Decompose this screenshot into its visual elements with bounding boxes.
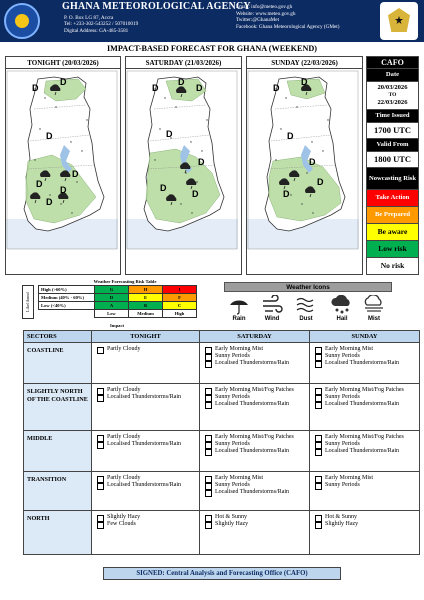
- risk-table: [24, 279, 218, 329]
- column-header: SATURDAY: [200, 331, 310, 343]
- hail-label: Hail: [336, 316, 348, 322]
- station-dot: [71, 212, 72, 213]
- station-dot: [34, 159, 35, 160]
- risk-cell: D: [95, 294, 129, 302]
- forecast-item: Sunny Periods: [205, 394, 307, 401]
- forecast-item: Early Morning Mist/Fog Patches: [315, 387, 417, 394]
- likelihood-label: Likelihood: [22, 285, 34, 319]
- map-panel-saturday: [125, 56, 242, 275]
- station-dot: [154, 159, 155, 160]
- signature-bar: SIGNED: Central Analysis and Forecasting Office (CAFO): [103, 567, 341, 580]
- date-label: Date: [366, 69, 419, 82]
- sector-name: SLIGHTLY NORTH OF THE COASTLINE: [24, 384, 92, 431]
- forecast-cell-sunday: [310, 343, 420, 384]
- address-line: Tel: +233-302-543252 / 507010019: [64, 21, 139, 28]
- forecast-item: Early Morning Mist/Fog Patches: [315, 434, 417, 441]
- station-dot: [86, 119, 87, 120]
- forecast-item: Localised Thunderstorms/Rain: [97, 441, 197, 448]
- valid-from-label: Valid From: [366, 139, 419, 152]
- mist-legend: [361, 295, 387, 322]
- station-dot: [280, 128, 281, 129]
- risk-letter-d: D: [46, 197, 53, 207]
- address-line: P. O. Box LG 87, Accra: [64, 15, 114, 21]
- forecast-item: Partly Cloudy: [97, 387, 197, 394]
- risk-letter-d: D: [166, 129, 173, 139]
- risk-cell: C: [163, 302, 197, 310]
- risk-row: [39, 294, 197, 302]
- risk-cell: E: [129, 294, 163, 302]
- risk-letter-d: D: [152, 83, 159, 93]
- station-dot: [206, 119, 207, 120]
- panel-title: SUNDAY (22/03/2026): [247, 57, 362, 69]
- station-dot: [164, 97, 165, 98]
- wind-label: Wind: [264, 316, 280, 322]
- mist-icon: [362, 295, 386, 315]
- weather-icons-title: Weather Icons: [224, 282, 392, 292]
- date-from: 20/03/2026: [377, 84, 408, 92]
- table-row: [24, 343, 420, 384]
- risk-level-be-prepared: Be Prepared: [366, 207, 419, 224]
- risk-row-label: Medium (40% - 60%): [39, 294, 95, 302]
- risk-column-labels: [39, 310, 197, 318]
- forecast-item: Hot & Sunny: [205, 514, 307, 521]
- forecast-cell-tonight: [92, 511, 200, 555]
- cafo-legend: [366, 56, 419, 275]
- forecast-item: Sunny Periods: [315, 394, 417, 401]
- table-header-row: [24, 331, 420, 343]
- station-dot: [191, 212, 192, 213]
- forecast-cell-sunday: [310, 511, 420, 555]
- risk-column-label: Low: [95, 310, 129, 318]
- forecast-item: Localised Thunderstorms/Rain: [205, 448, 307, 455]
- station-dot: [76, 181, 77, 182]
- station-dot: [81, 150, 82, 151]
- column-header: SECTORS: [24, 331, 92, 343]
- column-header: TONIGHT: [92, 331, 200, 343]
- gmet-logo: [4, 3, 40, 39]
- station-dot: [301, 203, 302, 204]
- forecast-cell-sunday: [310, 384, 420, 431]
- risk-row-label: Low (<40%): [39, 302, 95, 310]
- forecast-item: Sunny Periods: [315, 353, 417, 360]
- forecast-cell-tonight: [92, 343, 200, 384]
- forecast-item: Localised Thunderstorms/Rain: [315, 401, 417, 408]
- risk-column-label: Medium: [129, 310, 163, 318]
- wind-icon: [261, 295, 283, 315]
- sector-name: NORTH: [24, 511, 92, 555]
- cafo-header: CAFO: [366, 56, 419, 69]
- panel-title: TONIGHT (20/03/2026): [6, 57, 120, 69]
- station-dot: [44, 97, 45, 98]
- date-range: [366, 82, 419, 110]
- station-dot: [201, 150, 202, 151]
- sector-name: TRANSITION: [24, 472, 92, 511]
- forecast-cell-saturday: [200, 431, 310, 472]
- dust-legend: [293, 295, 319, 322]
- forecast-item: Localised Thunderstorms/Rain: [205, 360, 307, 367]
- address-line: Digital Address: GA-485-3581: [64, 27, 129, 34]
- valid-from: 1800 UTC: [366, 152, 419, 168]
- date-to: 22/03/2026: [377, 99, 408, 107]
- weather-icons-legend: [224, 282, 392, 328]
- column-header: SUNDAY: [310, 331, 420, 343]
- forecast-cell-sunday: [310, 472, 420, 511]
- header-banner: [0, 0, 424, 42]
- forecast-item: Partly Cloudy: [97, 475, 197, 482]
- risk-letter-d: D: [287, 131, 294, 141]
- forecast-item: Early Morning Mist: [315, 475, 417, 482]
- panel-title: SATURDAY (21/03/2026): [126, 57, 241, 69]
- impact-label: Impact: [110, 323, 125, 328]
- table-row: [24, 472, 420, 511]
- forecast-cell-saturday: [200, 384, 310, 431]
- risk-level-low-risk: Low risk: [366, 241, 419, 258]
- ghana-forecast-map: [126, 69, 238, 273]
- station-dot: [296, 106, 297, 107]
- risk-letter-d: D: [198, 157, 205, 167]
- rain-icon: [228, 295, 250, 315]
- org-name: GHANA METEOROLOGICAL AGENCY: [62, 1, 251, 12]
- risk-cell: F: [163, 294, 197, 302]
- forecast-item: Sunny Periods: [205, 353, 307, 360]
- wind-legend: [259, 295, 285, 322]
- station-dot: [322, 150, 323, 151]
- station-dot: [70, 141, 71, 142]
- forecast-item: Sunny Periods: [205, 441, 307, 448]
- forecast-item: Sunny Periods: [315, 441, 417, 448]
- risk-row: [39, 302, 197, 310]
- risk-cell: B: [129, 302, 163, 310]
- risk-letter-d: D: [283, 189, 290, 199]
- risk-row: [39, 286, 197, 294]
- risk-level-take-action: Take Action: [366, 190, 419, 207]
- risk-level-no-risk: No risk: [366, 258, 419, 275]
- forecast-item: Early Morning Mist: [315, 346, 417, 353]
- forecast-cell-saturday: [200, 343, 310, 384]
- forecast-item: Localised Thunderstorms/Rain: [315, 448, 417, 455]
- station-dot: [285, 97, 286, 98]
- sector-name: COASTLINE: [24, 343, 92, 384]
- contact-line: Website: www.meteo.gov.gh: [236, 10, 296, 17]
- risk-cell: A: [95, 302, 129, 310]
- risk-row-label: High (>60%): [39, 286, 95, 294]
- risk-letter-d: D: [72, 169, 79, 179]
- forecast-item: Slightly Hazy: [205, 521, 307, 528]
- hail-legend: [329, 295, 355, 322]
- risk-column-label: High: [163, 310, 197, 318]
- forecast-item: Early Morning Mist/Fog Patches: [205, 434, 307, 441]
- risk-table-title: Weather Forecasting Risk Table: [93, 279, 157, 284]
- risk-letter-d: D: [36, 179, 43, 189]
- risk-cell: H: [129, 286, 163, 294]
- station-dot: [55, 106, 56, 107]
- station-dot: [275, 159, 276, 160]
- forecast-item: Localised Thunderstorms/Rain: [97, 482, 197, 489]
- station-dot: [60, 203, 61, 204]
- forecast-cell-sunday: [310, 431, 420, 472]
- map-panel-tonight: [5, 56, 121, 275]
- forecast-item: Early Morning Mist: [205, 475, 307, 482]
- risk-letter-d: D: [192, 189, 199, 199]
- forecast-cell-saturday: [200, 511, 310, 555]
- forecast-item: Localised Thunderstorms/Rain: [97, 394, 197, 401]
- forecast-item: Localised Thunderstorms/Rain: [205, 401, 307, 408]
- forecast-item: Sunny Periods: [315, 482, 417, 489]
- station-dot: [175, 106, 176, 107]
- time-issued: 1700 UTC: [366, 123, 419, 139]
- forecast-table: [23, 330, 420, 555]
- dust-label: Dust: [299, 316, 313, 322]
- risk-cell: I: [163, 286, 197, 294]
- contact-line: Twitter:@GhanaMet: [236, 17, 280, 24]
- risk-letter-d: D: [196, 83, 203, 93]
- hail-icon: [330, 295, 354, 315]
- mist-label: Mist: [368, 316, 380, 322]
- risk-letter-d: D: [160, 183, 167, 193]
- date-to-word: TO: [388, 91, 397, 98]
- contact-block: [236, 4, 339, 30]
- forecast-cell-saturday: [200, 472, 310, 511]
- forecast-cell-tonight: [92, 472, 200, 511]
- forecast-item: Early Morning Mist/Fog Patches: [205, 387, 307, 394]
- risk-letter-d: D: [178, 77, 185, 87]
- risk-letter-d: D: [32, 83, 39, 93]
- risk-letter-d: D: [46, 131, 53, 141]
- sector-name: MIDDLE: [24, 431, 92, 472]
- document-title: IMPACT-BASED FORECAST FOR GHANA (WEEKEND): [106, 44, 317, 53]
- station-dot: [39, 128, 40, 129]
- address-block: [64, 15, 138, 34]
- risk-level-be-aware: Be aware: [366, 224, 419, 241]
- station-dot: [312, 212, 313, 213]
- station-dot: [327, 119, 328, 120]
- ghana-forecast-map: [6, 69, 118, 273]
- map-panel-sunday: [246, 56, 363, 275]
- table-row: [24, 511, 420, 555]
- forecast-item: Localised Thunderstorms/Rain: [315, 360, 417, 367]
- table-row: [24, 431, 420, 472]
- forecast-item: Partly Cloudy: [97, 434, 197, 441]
- station-dot: [311, 141, 312, 142]
- risk-corner: [39, 310, 95, 318]
- risk-cell: G: [95, 286, 129, 294]
- dust-icon: [295, 295, 317, 315]
- station-dot: [290, 194, 291, 195]
- risk-letter-d: D: [60, 77, 67, 87]
- station-dot: [180, 203, 181, 204]
- ghana-forecast-map: [247, 69, 359, 273]
- station-dot: [306, 172, 307, 173]
- time-issued-label: Time Issued: [366, 110, 419, 123]
- forecast-item: Slightly Hazy: [97, 514, 197, 521]
- nowcasting-label: Nowcasting Risk: [366, 168, 419, 190]
- risk-letter-d: D: [317, 177, 324, 187]
- station-dot: [49, 194, 50, 195]
- station-dot: [159, 128, 160, 129]
- station-dot: [190, 141, 191, 142]
- forecast-cell-tonight: [92, 384, 200, 431]
- forecast-item: Sunny Periods: [205, 482, 307, 489]
- forecast-item: Slightly Hazy: [315, 521, 417, 528]
- forecast-cell-tonight: [92, 431, 200, 472]
- risk-letter-d: D: [309, 157, 316, 167]
- forecast-item: Early Morning Mist: [205, 346, 307, 353]
- forecast-item: Hot & Sunny: [315, 514, 417, 521]
- rain-label: Rain: [232, 316, 246, 322]
- risk-grid: [38, 285, 197, 318]
- forecast-item: Few Clouds: [97, 521, 197, 528]
- station-dot: [196, 181, 197, 182]
- risk-letter-d: D: [301, 77, 308, 87]
- contact-line: Email: info@meteo.gov.gh: [236, 4, 293, 10]
- rain-legend: [226, 295, 252, 322]
- forecast-item: Partly Cloudy: [97, 346, 197, 353]
- ghana-coat-of-arms: [380, 2, 418, 40]
- table-row: [24, 384, 420, 431]
- risk-letter-d: D: [60, 185, 67, 195]
- risk-letter-d: D: [273, 83, 280, 93]
- contact-line: Facebook: Ghana Meteorological Agency (GMet): [236, 23, 340, 30]
- forecast-item: Localised Thunderstorms/Rain: [205, 489, 307, 496]
